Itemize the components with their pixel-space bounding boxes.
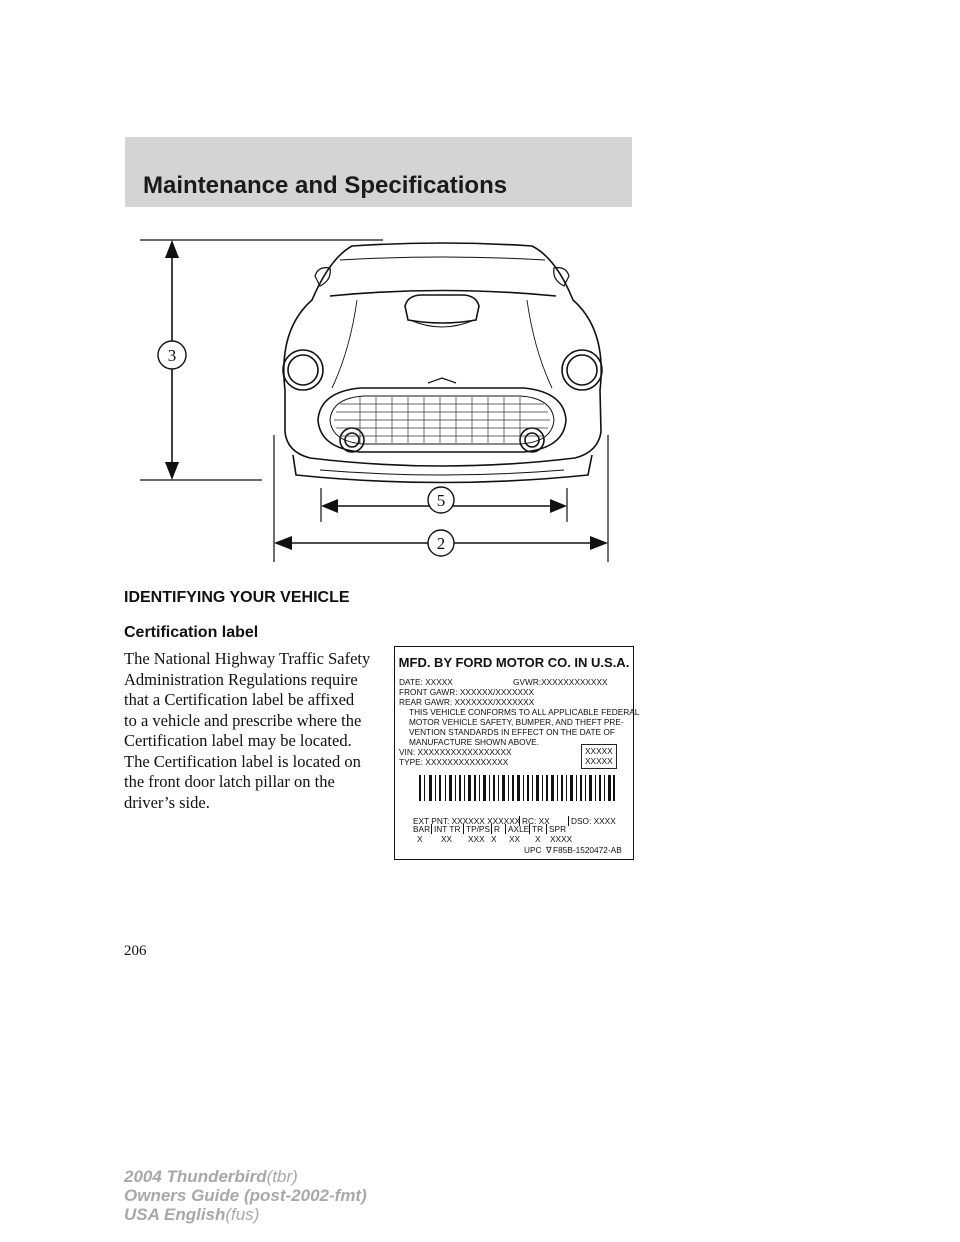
label-dso: DSO: XXXX — [568, 816, 616, 826]
label-box-line: XXXXX — [585, 756, 613, 766]
label-code-value: X — [535, 834, 541, 844]
document-footer — [124, 1167, 367, 1224]
label-flag-icon: ∇ — [546, 845, 552, 855]
body-line: The National Highway Traffic Safety — [124, 649, 371, 668]
label-rc: RC: XX — [519, 816, 550, 826]
label-conformity-line: MANUFACTURE SHOWN ABOVE. — [409, 737, 539, 747]
label-part-number: F85B-1520472-AB — [553, 845, 622, 855]
section-heading: IDENTIFYING YOUR VEHICLE — [124, 589, 350, 606]
label-vin: VIN: XXXXXXXXXXXXXXXXX — [399, 747, 512, 757]
label-code-value: X — [417, 834, 423, 844]
body-line: driver’s side. — [124, 792, 210, 812]
sub-heading: Certification label — [124, 624, 259, 641]
barcode-icon — [419, 775, 615, 801]
label-code-value: X — [491, 834, 497, 844]
vehicle-dimensions-illustration — [140, 225, 620, 570]
label-box-line: XXXXX — [585, 746, 613, 756]
page-header-title: Maintenance and Specifications — [143, 172, 508, 199]
label-ext-pnt: EXT PNT: XXXXXX XXXXXX — [413, 816, 521, 826]
label-conformity-line: MOTOR VEHICLE SAFETY, BUMPER, AND THEFT PRE- — [409, 717, 624, 727]
certification-label-sample — [394, 646, 640, 860]
label-code-value: XX — [509, 834, 521, 844]
label-code-head: R — [491, 824, 500, 834]
body-line: to a vehicle and prescribe where the — [124, 710, 362, 730]
label-rear-gawr: REAR GAWR: XXXXXXX/XXXXXXX — [399, 697, 535, 707]
body-line: Administration Regulations require — [124, 669, 358, 689]
footer-model: 2004 Thunderbird — [124, 1167, 267, 1186]
label-code-head: TP/PS — [463, 824, 490, 834]
callout-width: 2 — [436, 534, 446, 553]
label-conformity-line: THIS VEHICLE CONFORMS TO ALL APPLICABLE FEDERAL — [409, 707, 640, 717]
label-title: MFD. BY FORD MOTOR CO. IN U.S.A. — [398, 655, 630, 670]
label-code-head: SPR — [546, 824, 566, 834]
footer-language-code: (fus) — [225, 1205, 260, 1224]
body-paragraph — [124, 649, 384, 813]
label-front-gawr: FRONT GAWR: XXXXXX/XXXXXXX — [399, 687, 535, 697]
body-line: Certification label may be located. — [124, 731, 352, 750]
label-code-head: TR — [529, 824, 543, 834]
label-type: TYPE: XXXXXXXXXXXXXXX — [399, 757, 509, 767]
label-date: DATE: XXXXX — [399, 677, 453, 687]
body-line: that a Certification label be affixed — [124, 690, 355, 709]
label-conformity-line: VENTION STANDARDS IN EFFECT ON THE DATE OF — [409, 727, 615, 737]
callout-track: 5 — [436, 491, 446, 510]
label-code-head: AXLE — [505, 824, 529, 834]
page-number: 206 — [124, 943, 147, 959]
label-gvwr: GVWR:XXXXXXXXXXXX — [513, 677, 608, 687]
callout-height: 3 — [167, 346, 177, 365]
label-upc: UPC — [524, 845, 542, 855]
body-line: the front door latch pillar on the — [124, 772, 335, 791]
footer-model-code: (tbr) — [266, 1167, 298, 1186]
label-code-box — [581, 744, 617, 769]
footer-guide: Owners Guide (post-2002-fmt) — [124, 1186, 367, 1205]
label-code-head: INT TR — [431, 824, 460, 834]
label-code-value: XXXX — [550, 834, 573, 844]
label-code-value: XX — [441, 834, 453, 844]
label-code-value: XXX — [468, 834, 485, 844]
footer-language: USA English — [124, 1205, 226, 1224]
body-line: The Certification label is located on — [124, 751, 361, 771]
label-code-head: BAR — [413, 824, 431, 834]
